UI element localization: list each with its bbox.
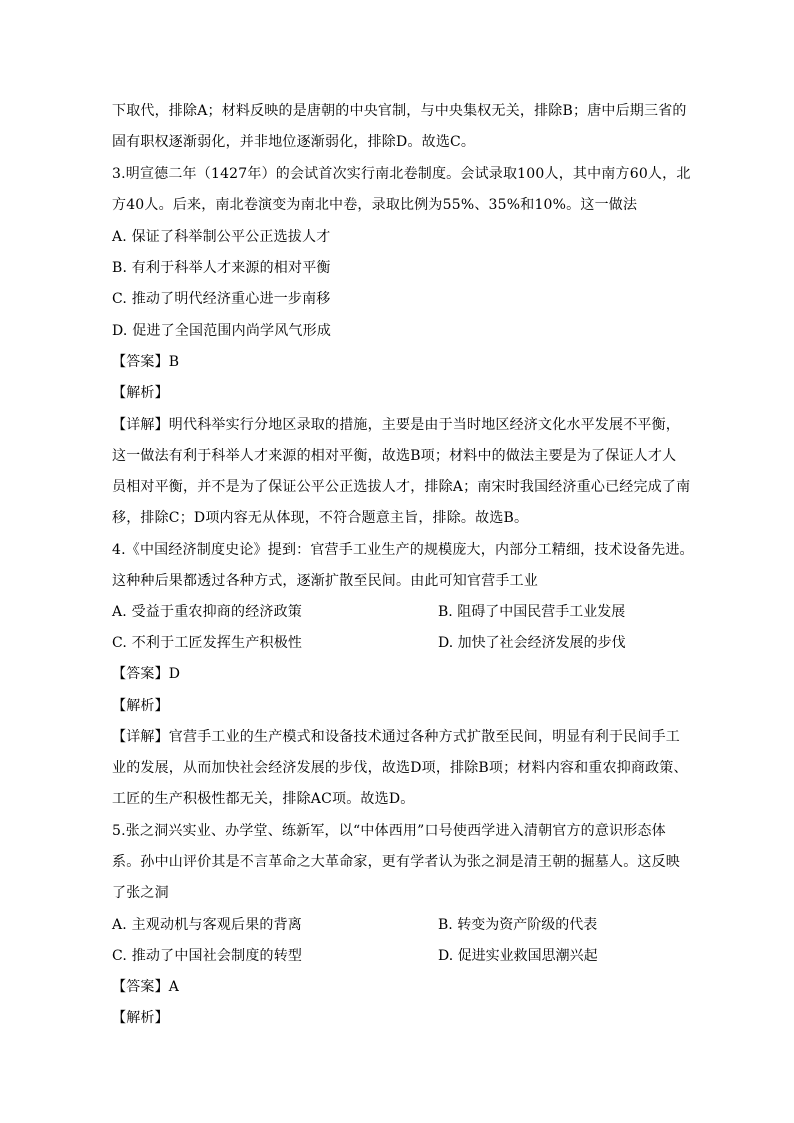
question-4-option-b: B. 阻碍了中国民营手工业发展 xyxy=(438,604,626,620)
question-3-option-b: B. 有利于科举人才来源的相对平衡 xyxy=(112,260,331,276)
question-3-detail: 员相对平衡，并不是为了保证公平公正选拔人才，排除A；南宋时我国经济重心已经完成了南 xyxy=(112,479,691,495)
question-5-answer: 【答案】A xyxy=(112,979,180,995)
question-4-analysis-label: 【解析】 xyxy=(112,698,169,714)
text-line: 固有职权逐渐弱化，并非地位逐渐弱化，排除D。故选C。 xyxy=(112,134,476,150)
question-4-answer: 【答案】D xyxy=(112,666,181,682)
question-3-option-a: A. 保证了科举制公平公正选拔人才 xyxy=(112,229,331,245)
question-5-option-d: D. 促进实业救国思潮兴起 xyxy=(438,948,598,964)
question-5-analysis-label: 【解析】 xyxy=(112,1010,169,1026)
question-5-stem: 系。孙中山评价其是不言革命之大革命家，更有学者认为张之洞是清王朝的掘墓人。这反映 xyxy=(112,854,680,870)
question-4-detail: 【详解】官营手工业的生产模式和设备技术通过各种方式扩散至民间，明显有利于民间手工 xyxy=(112,729,680,745)
question-3-stem: 3.明宣德二年（1427年）的会试首次实行南北卷制度。会试录取100人，其中南方60人，北 xyxy=(112,166,691,182)
question-4-option-a: A. 受益于重农抑商的经济政策 xyxy=(112,604,303,620)
question-3-detail: 这一做法有利于科举人才来源的相对平衡，故选B项；材料中的做法主要是为了保证人才人 xyxy=(112,448,677,464)
question-3-option-d: D. 促进了全国范围内尚学风气形成 xyxy=(112,323,332,339)
question-5-stem: 5.张之洞兴实业、办学堂、练新军，以“中体西用”口号使西学进入清朝官方的意识形态体 xyxy=(112,823,666,839)
text-line: 下取代，排除A；材料反映的是唐朝的中央官制，与中央集权无关，排除B；唐中后期三省的 xyxy=(112,103,687,119)
question-4-option-c: C. 不利于工匠发挥生产积极性 xyxy=(112,635,303,651)
question-4-option-d: D. 加快了社会经济发展的步伐 xyxy=(438,635,626,651)
question-5-option-a: A. 主观动机与客观后果的背离 xyxy=(112,917,303,933)
question-4-detail: 工匠的生产积极性都无关，排除AC项。故选D。 xyxy=(112,791,415,807)
question-5-option-b: B. 转变为资产阶级的代表 xyxy=(438,917,598,933)
question-4-stem: 4.《中国经济制度史论》提到：官营手工业生产的规模庞大，内部分工精细，技术设备先进。 xyxy=(112,542,694,558)
question-4-detail: 业的发展，从而加快社会经济发展的步伐，故选D项，排除B项；材料内容和重农抑商政策、 xyxy=(112,760,688,776)
question-3-stem: 方40人。后来，南北卷演变为南北中卷，录取比例为55%、35%和10%。这一做法 xyxy=(112,197,638,213)
question-3-detail: 移，排除C；D项内容无从体现，不符合题意主旨，排除。故选B。 xyxy=(112,510,529,526)
question-5-stem: 了张之洞 xyxy=(112,885,169,901)
question-3-answer: 【答案】B xyxy=(112,354,180,370)
question-3-analysis-label: 【解析】 xyxy=(112,385,169,401)
question-3-detail: 【详解】明代科举实行分地区录取的措施，主要是由于当时地区经济文化水平发展不平衡， xyxy=(112,417,680,433)
question-3-option-c: C. 推动了明代经济重心进一步南移 xyxy=(112,291,331,307)
question-4-stem: 这种种后果都透过各种方式，逐渐扩散至民间。由此可知官营手工业 xyxy=(112,573,538,589)
question-5-option-c: C. 推动了中国社会制度的转型 xyxy=(112,948,303,964)
